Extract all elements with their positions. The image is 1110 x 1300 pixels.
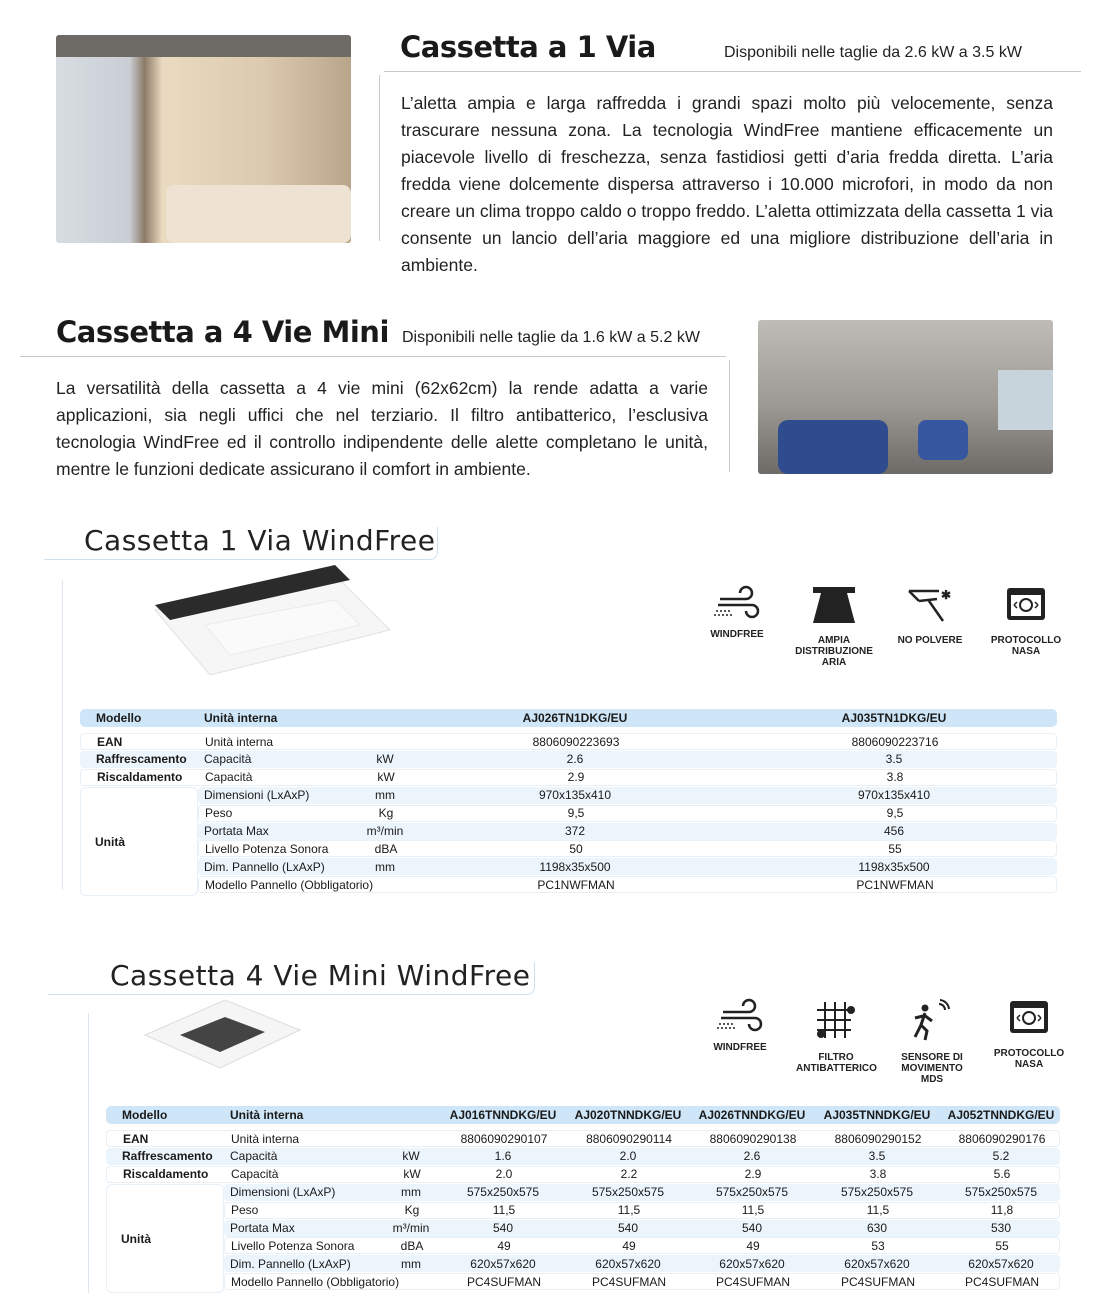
feature-antibacterial-filter bbox=[796, 998, 876, 1074]
divider bbox=[88, 1013, 89, 1293]
section2-title: Cassetta a 4 Vie Mini bbox=[56, 315, 389, 349]
row-unit: mm bbox=[375, 859, 395, 874]
row-value: 3.8 bbox=[886, 770, 904, 785]
motion-sensor-icon bbox=[892, 998, 972, 1042]
section2-availability: Disponibili nelle taglie da 1.6 kW a 5.2 kW bbox=[402, 329, 700, 346]
row-value: 2.6 bbox=[743, 1149, 761, 1164]
table-row bbox=[224, 1255, 1060, 1272]
wide-distribution-icon bbox=[794, 585, 874, 625]
header-model-code: AJ035TNNDKG/EU bbox=[823, 1108, 931, 1122]
feature-windfree bbox=[697, 585, 777, 640]
section1-title: Cassetta a 1 Via bbox=[400, 30, 656, 64]
row-value: PC1NWFMAN bbox=[537, 877, 615, 892]
row-unit: mm bbox=[401, 1256, 421, 1271]
row-name: Unità interna bbox=[205, 734, 274, 749]
row-name: Peso bbox=[205, 806, 233, 821]
row-value: 55 bbox=[995, 1238, 1009, 1253]
table-row bbox=[198, 876, 1057, 893]
table-row bbox=[198, 787, 1057, 804]
row-value: PC4SUFMAN bbox=[591, 1274, 667, 1289]
row-value: 55 bbox=[888, 841, 902, 856]
row-name: Portata Max bbox=[230, 1221, 295, 1235]
nasa-protocol-icon bbox=[989, 998, 1069, 1038]
row-value: 2.2 bbox=[620, 1167, 638, 1182]
row-value: 3.5 bbox=[885, 752, 903, 767]
row-value: 575x250x575 bbox=[591, 1185, 665, 1200]
svg-text:✱: ✱ bbox=[941, 588, 952, 602]
feature-label: WINDFREE bbox=[710, 629, 764, 640]
row-value: 8806090290176 bbox=[958, 1131, 1046, 1146]
row-value: 3.8 bbox=[869, 1167, 887, 1182]
product1-title: Cassetta 1 Via WindFree bbox=[84, 524, 436, 557]
row-value: 3.5 bbox=[868, 1149, 886, 1164]
no-dust-icon bbox=[890, 585, 970, 625]
row-value: 11,8 bbox=[990, 1203, 1014, 1218]
nasa-protocol-icon bbox=[986, 585, 1066, 625]
feature-label: FILTRO ANTIBATTERICO bbox=[796, 1052, 877, 1074]
row-group: Raffrescamento bbox=[122, 1149, 213, 1164]
windfree-icon bbox=[697, 585, 777, 619]
row-value: 575x250x575 bbox=[466, 1185, 540, 1200]
cassette-4-way-image bbox=[140, 990, 305, 1070]
header-model-code: AJ052TNNDKG/EU bbox=[947, 1108, 1055, 1122]
row-value: 49 bbox=[746, 1238, 760, 1253]
row-value: PC4SUFMAN bbox=[964, 1274, 1040, 1289]
row-name: Unità interna bbox=[231, 1131, 300, 1146]
product2-spec-table bbox=[106, 1106, 1060, 1291]
divider bbox=[729, 360, 730, 472]
feature-label: PROTOCOLLO NASA bbox=[990, 635, 1062, 657]
feature-label: SENSORE DI MOVIMENTO MDS bbox=[901, 1052, 963, 1085]
row-name: Livello Potenza Sonora bbox=[231, 1238, 355, 1253]
row-group: Raffrescamento bbox=[96, 752, 187, 767]
table-row bbox=[198, 805, 1057, 822]
antibacterial-filter-icon bbox=[796, 998, 876, 1042]
row-value: 49 bbox=[622, 1238, 636, 1253]
table-row bbox=[224, 1220, 1060, 1237]
row-name: Peso bbox=[231, 1203, 259, 1218]
row-value: 530 bbox=[990, 1221, 1012, 1235]
row-unit: kW bbox=[376, 752, 394, 767]
header-model-code: AJ026TN1DKG/EU bbox=[522, 711, 628, 725]
row-value: 50 bbox=[569, 841, 583, 856]
table-row bbox=[198, 823, 1057, 840]
row-value: 620x57x620 bbox=[844, 1256, 910, 1271]
row-value: 11,5 bbox=[492, 1203, 516, 1218]
section1-description: L’aletta ampia e larga raffredda i grandi spazi molto più velocemente, senza trascurare nessuna zona. La tecnologia WindFree mantiene efficacemente un piacevole livello di freschezza, senza fastidiosi getti d’aria fredda diretta. L’aria fredda viene dolcemente dispersa attraverso i 10.000 microfori, in modo da non creare un clima troppo caldo o troppo freddo. L’aletta ottimizzata della cassetta 1 via consente un lancio dell’aria maggiore ed una migliore distribuzione dell’aria in ambiente. bbox=[401, 93, 1053, 275]
divider bbox=[384, 71, 1081, 72]
feature-nasa-protocol bbox=[989, 998, 1069, 1070]
row-value: 2.9 bbox=[744, 1167, 762, 1182]
row-name: Capacità bbox=[230, 1149, 278, 1164]
feature-wide-distribution bbox=[794, 585, 874, 668]
row-value: 5.6 bbox=[993, 1167, 1011, 1182]
feature-label: NO POLVERE bbox=[897, 635, 963, 646]
table-row bbox=[224, 1202, 1060, 1219]
unit-group-label: Unità bbox=[80, 787, 198, 896]
row-name: Dim. Pannello (LxAxP) bbox=[204, 859, 325, 874]
table-row bbox=[106, 1130, 1060, 1147]
cassette-1-way-image bbox=[135, 560, 395, 685]
row-unit: m³/min bbox=[366, 824, 404, 838]
feature-no-dust bbox=[890, 585, 970, 646]
row-name: Modello Pannello (Obbligatorio) bbox=[205, 877, 374, 892]
row-value: 8806090290152 bbox=[834, 1131, 922, 1146]
divider bbox=[379, 75, 380, 241]
table-row bbox=[224, 1273, 1060, 1290]
row-value: 1198x35x500 bbox=[539, 859, 611, 874]
row-group: EAN bbox=[123, 1131, 149, 1146]
header-model-code: AJ026TNNDKG/EU bbox=[698, 1108, 806, 1122]
header-model-code: AJ016TNNDKG/EU bbox=[449, 1108, 557, 1122]
row-value: 49 bbox=[497, 1238, 511, 1253]
row-value: 372 bbox=[564, 824, 586, 838]
row-unit: mm bbox=[375, 788, 395, 803]
row-value: 970x135x410 bbox=[538, 788, 612, 803]
row-unit: dBA bbox=[374, 841, 398, 856]
table-row bbox=[198, 858, 1057, 875]
row-value: 620x57x620 bbox=[470, 1256, 536, 1271]
row-value: 630 bbox=[866, 1221, 888, 1235]
row-value: 11,5 bbox=[617, 1203, 641, 1218]
row-value: 53 bbox=[871, 1238, 885, 1253]
row-name: Portata Max bbox=[204, 824, 269, 838]
row-value: 8806090290114 bbox=[586, 1131, 672, 1146]
bedroom-photo bbox=[56, 35, 351, 243]
table-row bbox=[80, 733, 1057, 750]
table-row bbox=[106, 1148, 1060, 1165]
row-value: 9,5 bbox=[886, 806, 904, 821]
row-name: Dim. Pannello (LxAxP) bbox=[230, 1256, 351, 1271]
table-header bbox=[106, 1106, 1060, 1124]
row-value: 540 bbox=[492, 1221, 514, 1235]
unit-group-label: Unità bbox=[106, 1184, 224, 1293]
row-value: 8806090290138 bbox=[709, 1131, 797, 1146]
row-value: 2.0 bbox=[619, 1149, 637, 1164]
row-value: 11,5 bbox=[866, 1203, 890, 1218]
row-unit: dBA bbox=[400, 1238, 424, 1253]
row-name: Capacità bbox=[231, 1167, 279, 1182]
row-value: 9,5 bbox=[567, 806, 585, 821]
row-value: PC4SUFMAN bbox=[466, 1274, 542, 1289]
table-header bbox=[80, 709, 1057, 727]
table-row bbox=[224, 1237, 1060, 1254]
row-value: 620x57x620 bbox=[719, 1256, 785, 1271]
row-value: 540 bbox=[617, 1221, 639, 1235]
row-value: 1198x35x500 bbox=[858, 859, 930, 874]
row-value: 2.6 bbox=[566, 752, 584, 767]
row-unit: m³/min bbox=[392, 1221, 430, 1235]
title-bracket bbox=[44, 527, 438, 560]
row-value: 2.0 bbox=[495, 1167, 513, 1182]
section1-availability: Disponibili nelle taglie da 2.6 kW a 3.5 kW bbox=[724, 44, 1022, 61]
row-value: 2.9 bbox=[567, 770, 585, 785]
header-model-label: Modello bbox=[96, 711, 142, 725]
row-name: Livello Potenza Sonora bbox=[205, 841, 329, 856]
row-group: Riscaldamento bbox=[123, 1167, 209, 1182]
row-group: Riscaldamento bbox=[97, 770, 183, 785]
header-model-code: AJ035TN1DKG/EU bbox=[841, 711, 947, 725]
row-value: 8806090223716 bbox=[851, 734, 939, 749]
row-name: Capacità bbox=[205, 770, 253, 785]
table-row bbox=[198, 840, 1057, 857]
header-model-code: AJ020TNNDKG/EU bbox=[574, 1108, 682, 1122]
row-value: 620x57x620 bbox=[595, 1256, 661, 1271]
office-photo bbox=[758, 320, 1053, 474]
row-name: Dimensioni (LxAxP) bbox=[204, 788, 310, 803]
row-value: 575x250x575 bbox=[964, 1185, 1038, 1200]
row-unit: kW bbox=[377, 770, 395, 785]
row-value: 970x135x410 bbox=[857, 788, 931, 803]
product1-spec-table bbox=[80, 709, 1057, 894]
row-value: 1.6 bbox=[494, 1149, 512, 1164]
divider bbox=[62, 580, 63, 890]
table-row bbox=[224, 1184, 1060, 1201]
windfree-icon bbox=[700, 998, 780, 1032]
feature-nasa-protocol bbox=[986, 585, 1066, 657]
row-value: 8806090290107 bbox=[460, 1131, 548, 1146]
table-row bbox=[80, 769, 1057, 786]
divider bbox=[20, 356, 726, 357]
row-value: 456 bbox=[883, 824, 905, 838]
row-value: PC4SUFMAN bbox=[840, 1274, 916, 1289]
row-unit: Kg bbox=[378, 806, 394, 821]
header-unit-label: Unità interna bbox=[230, 1108, 304, 1122]
row-name: Capacità bbox=[204, 752, 252, 767]
table-row bbox=[80, 751, 1057, 768]
feature-windfree bbox=[700, 998, 780, 1053]
row-value: 575x250x575 bbox=[715, 1185, 789, 1200]
header-model-label: Modello bbox=[122, 1108, 168, 1122]
row-group: EAN bbox=[97, 734, 123, 749]
feature-label: WINDFREE bbox=[713, 1042, 767, 1053]
row-unit: Kg bbox=[404, 1203, 420, 1218]
row-value: 620x57x620 bbox=[968, 1256, 1034, 1271]
feature-motion-sensor bbox=[892, 998, 972, 1085]
table-row bbox=[106, 1166, 1060, 1183]
row-value: 575x250x575 bbox=[840, 1185, 914, 1200]
section2-description: La versatilità della cassetta a 4 vie mini (62x62cm) la rende adatta a varie applicazioni, sia negli uffici che nel terziario. Il filtro antibatterico, l’esclusiva tecnologia WindFree ed il controllo indipendente delle alette completano le unità, mentre le funzioni dedicate assicurano il comfort in ambiente. bbox=[56, 378, 708, 479]
product2-title: Cassetta 4 Vie Mini WindFree bbox=[110, 959, 531, 992]
row-name: Modello Pannello (Obbligatorio) bbox=[231, 1274, 400, 1289]
row-value: 8806090223693 bbox=[532, 734, 620, 749]
row-value: PC4SUFMAN bbox=[715, 1274, 791, 1289]
row-value: 540 bbox=[741, 1221, 763, 1235]
row-value: 11,5 bbox=[741, 1203, 765, 1218]
row-value: 5.2 bbox=[992, 1149, 1010, 1164]
feature-label: PROTOCOLLO NASA bbox=[993, 1048, 1065, 1070]
row-unit: kW bbox=[402, 1149, 420, 1164]
header-unit-label: Unità interna bbox=[204, 711, 278, 725]
row-name: Dimensioni (LxAxP) bbox=[230, 1185, 336, 1200]
row-unit: kW bbox=[403, 1167, 421, 1182]
row-unit: mm bbox=[401, 1185, 421, 1200]
row-value: PC1NWFMAN bbox=[856, 877, 934, 892]
feature-label: AMPIA DISTRIBUZIONE ARIA bbox=[795, 635, 873, 668]
